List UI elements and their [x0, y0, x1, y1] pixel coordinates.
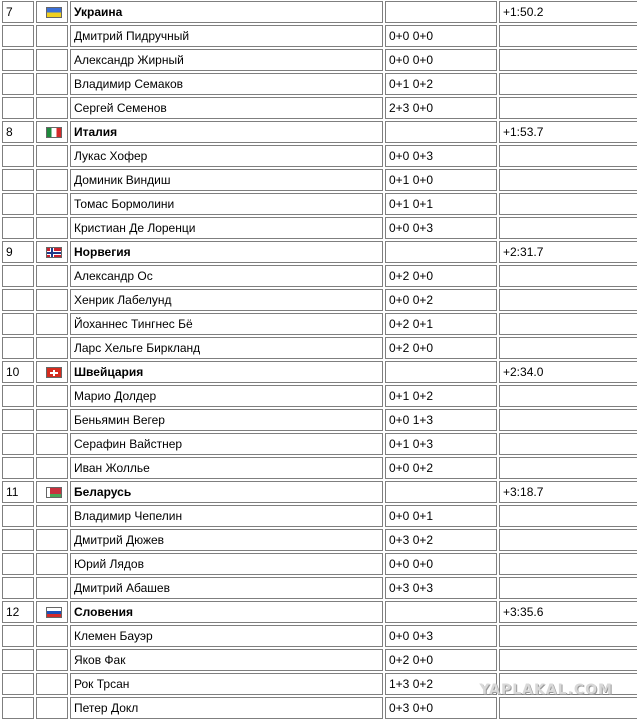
team-shooting-empty: [385, 601, 497, 623]
norway-flag-icon: [46, 247, 62, 258]
athlete-flag-empty: [36, 505, 68, 527]
athlete-name: Сергей Семенов: [70, 97, 383, 119]
athlete-name: Петер Докл: [70, 697, 383, 719]
athlete-name: Иван Жолльe: [70, 457, 383, 479]
team-time: +1:53.7: [499, 121, 637, 143]
team-time: +2:31.7: [499, 241, 637, 263]
watermark: YAPLAKAL.COM: [479, 682, 613, 698]
team-row: [2, 481, 637, 503]
team-shooting-empty: [385, 241, 497, 263]
team-time: +1:50.2: [499, 1, 637, 23]
athlete-name: Юрий Лядов: [70, 553, 383, 575]
athlete-flag-empty: [36, 577, 68, 599]
team-row: [2, 241, 637, 263]
athlete-time-empty: [499, 49, 637, 71]
athlete-rank-empty: [2, 313, 34, 335]
athlete-time-empty: [499, 145, 637, 167]
results-body: [2, 1, 637, 719]
team-shooting-empty: [385, 1, 497, 23]
athlete-row: [2, 409, 637, 431]
italy-flag-icon: [46, 127, 62, 138]
athlete-shooting: 0+0 0+3: [385, 625, 497, 647]
athlete-row: [2, 217, 637, 239]
athlete-shooting: 0+1 0+2: [385, 385, 497, 407]
athlete-row: [2, 337, 637, 359]
athlete-name: Серафин Вайстнер: [70, 433, 383, 455]
athlete-rank-empty: [2, 169, 34, 191]
team-flag-cell: [36, 1, 68, 23]
team-country: Италия: [70, 121, 383, 143]
athlete-rank-empty: [2, 625, 34, 647]
athlete-shooting: 1+3 0+2: [385, 673, 497, 695]
athlete-row: [2, 73, 637, 95]
athlete-name: Беньямин Вегер: [70, 409, 383, 431]
athlete-shooting: 0+0 0+2: [385, 289, 497, 311]
athlete-row: [2, 145, 637, 167]
athlete-time-empty: [499, 385, 637, 407]
athlete-row: [2, 313, 637, 335]
athlete-name: Александр Ос: [70, 265, 383, 287]
athlete-flag-empty: [36, 265, 68, 287]
athlete-rank-empty: [2, 577, 34, 599]
athlete-name: Клемен Бауэр: [70, 625, 383, 647]
athlete-rank-empty: [2, 145, 34, 167]
athlete-time-empty: [499, 553, 637, 575]
athlete-name: Томас Бормолини: [70, 193, 383, 215]
athlete-shooting: 0+3 0+2: [385, 529, 497, 551]
athlete-name: Рок Трсан: [70, 673, 383, 695]
team-country: Словения: [70, 601, 383, 623]
team-flag-cell: [36, 121, 68, 143]
athlete-flag-empty: [36, 409, 68, 431]
athlete-row: [2, 505, 637, 527]
athlete-time-empty: [499, 337, 637, 359]
athlete-time-empty: [499, 25, 637, 47]
athlete-shooting: 0+1 0+3: [385, 433, 497, 455]
athlete-flag-empty: [36, 337, 68, 359]
team-flag-cell: [36, 361, 68, 383]
athlete-rank-empty: [2, 385, 34, 407]
athlete-row: [2, 649, 637, 671]
athlete-rank-empty: [2, 73, 34, 95]
athlete-shooting: 0+0 0+1: [385, 505, 497, 527]
athlete-shooting: 0+1 0+0: [385, 169, 497, 191]
athlete-row: [2, 193, 637, 215]
athlete-time-empty: [499, 289, 637, 311]
athlete-rank-empty: [2, 25, 34, 47]
ukraine-flag-icon: [46, 7, 62, 18]
athlete-rank-empty: [2, 457, 34, 479]
athlete-row: [2, 697, 637, 719]
athlete-rank-empty: [2, 697, 34, 719]
athlete-shooting: 0+2 0+0: [385, 265, 497, 287]
athlete-flag-empty: [36, 529, 68, 551]
team-rank: 11: [2, 481, 34, 503]
athlete-flag-empty: [36, 385, 68, 407]
team-time: +3:35.6: [499, 601, 637, 623]
athlete-time-empty: [499, 265, 637, 287]
athlete-row: [2, 265, 637, 287]
athlete-row: [2, 625, 637, 647]
athlete-shooting: 0+1 0+2: [385, 73, 497, 95]
team-flag-cell: [36, 481, 68, 503]
athlete-row: [2, 457, 637, 479]
team-country: Швейцария: [70, 361, 383, 383]
athlete-time-empty: [499, 433, 637, 455]
athlete-flag-empty: [36, 49, 68, 71]
athlete-time-empty: [499, 73, 637, 95]
athlete-time-empty: [499, 313, 637, 335]
athlete-flag-empty: [36, 217, 68, 239]
athlete-rank-empty: [2, 649, 34, 671]
athlete-flag-empty: [36, 625, 68, 647]
team-flag-cell: [36, 241, 68, 263]
athlete-flag-empty: [36, 25, 68, 47]
athlete-row: [2, 49, 637, 71]
athlete-name: Йоханнес Тингнес Бё: [70, 313, 383, 335]
athlete-flag-empty: [36, 289, 68, 311]
athlete-name: Доминик Виндиш: [70, 169, 383, 191]
athlete-shooting: 0+3 0+3: [385, 577, 497, 599]
athlete-flag-empty: [36, 457, 68, 479]
team-rank: 12: [2, 601, 34, 623]
athlete-flag-empty: [36, 313, 68, 335]
athlete-flag-empty: [36, 193, 68, 215]
team-flag-cell: [36, 601, 68, 623]
athlete-name: Лукас Хофер: [70, 145, 383, 167]
athlete-shooting: 0+3 0+0: [385, 697, 497, 719]
athlete-time-empty: [499, 625, 637, 647]
athlete-flag-empty: [36, 169, 68, 191]
athlete-shooting: 0+0 0+3: [385, 145, 497, 167]
athlete-row: [2, 25, 637, 47]
athlete-flag-empty: [36, 433, 68, 455]
team-row: [2, 361, 637, 383]
athlete-flag-empty: [36, 673, 68, 695]
team-rank: 10: [2, 361, 34, 383]
athlete-row: [2, 433, 637, 455]
athlete-row: [2, 577, 637, 599]
athlete-rank-empty: [2, 409, 34, 431]
athlete-shooting: 0+0 0+0: [385, 25, 497, 47]
athlete-name: Марио Долдер: [70, 385, 383, 407]
switzerland-flag-icon: [46, 367, 62, 378]
athlete-row: [2, 169, 637, 191]
athlete-rank-empty: [2, 265, 34, 287]
athlete-name: Кристиан Де Лоренци: [70, 217, 383, 239]
athlete-time-empty: [499, 649, 637, 671]
belarus-flag-icon: [46, 487, 62, 498]
team-time: +2:34.0: [499, 361, 637, 383]
athlete-flag-empty: [36, 649, 68, 671]
athlete-name: Владимир Семаков: [70, 73, 383, 95]
athlete-rank-empty: [2, 505, 34, 527]
athlete-time-empty: [499, 697, 637, 719]
athlete-shooting: 0+0 1+3: [385, 409, 497, 431]
team-rank: 8: [2, 121, 34, 143]
athlete-row: [2, 529, 637, 551]
athlete-shooting: 0+2 0+0: [385, 337, 497, 359]
athlete-time-empty: [499, 409, 637, 431]
athlete-row: [2, 553, 637, 575]
athlete-time-empty: [499, 457, 637, 479]
athlete-rank-empty: [2, 337, 34, 359]
athlete-shooting: 0+1 0+1: [385, 193, 497, 215]
athlete-name: Дмитрий Абашев: [70, 577, 383, 599]
athlete-rank-empty: [2, 217, 34, 239]
athlete-rank-empty: [2, 49, 34, 71]
athlete-name: Владимир Чепелин: [70, 505, 383, 527]
athlete-name: Дмитрий Пидручный: [70, 25, 383, 47]
athlete-shooting: 0+0 0+0: [385, 553, 497, 575]
athlete-rank-empty: [2, 673, 34, 695]
team-country: Беларусь: [70, 481, 383, 503]
athlete-shooting: 0+2 0+0: [385, 649, 497, 671]
athlete-row: [2, 385, 637, 407]
athlete-name: Дмитрий Дюжев: [70, 529, 383, 551]
athlete-rank-empty: [2, 553, 34, 575]
team-rank: 7: [2, 1, 34, 23]
athlete-rank-empty: [2, 193, 34, 215]
athlete-name: Яков Фак: [70, 649, 383, 671]
athlete-flag-empty: [36, 145, 68, 167]
athlete-time-empty: [499, 217, 637, 239]
team-shooting-empty: [385, 121, 497, 143]
athlete-flag-empty: [36, 697, 68, 719]
slovenia-flag-icon: [46, 607, 62, 618]
athlete-row: [2, 289, 637, 311]
team-row: [2, 601, 637, 623]
athlete-name: Ларс Хельге Биркланд: [70, 337, 383, 359]
athlete-shooting: 0+0 0+3: [385, 217, 497, 239]
athlete-time-empty: [499, 193, 637, 215]
team-row: [2, 1, 637, 23]
athlete-flag-empty: [36, 553, 68, 575]
athlete-flag-empty: [36, 97, 68, 119]
athlete-time-empty: [499, 529, 637, 551]
athlete-shooting: 0+2 0+1: [385, 313, 497, 335]
team-shooting-empty: [385, 481, 497, 503]
athlete-time-empty: [499, 169, 637, 191]
team-rank: 9: [2, 241, 34, 263]
athlete-name: Хенрик Лабелунд: [70, 289, 383, 311]
team-shooting-empty: [385, 361, 497, 383]
team-country: Украина: [70, 1, 383, 23]
team-time: +3:18.7: [499, 481, 637, 503]
athlete-row: [2, 97, 637, 119]
athlete-shooting: 2+3 0+0: [385, 97, 497, 119]
team-row: [2, 121, 637, 143]
athlete-rank-empty: [2, 433, 34, 455]
team-country: Норвегия: [70, 241, 383, 263]
athlete-name: Александр Жирный: [70, 49, 383, 71]
athlete-rank-empty: [2, 529, 34, 551]
athlete-shooting: 0+0 0+0: [385, 49, 497, 71]
athlete-rank-empty: [2, 289, 34, 311]
athlete-time-empty: [499, 505, 637, 527]
athlete-flag-empty: [36, 73, 68, 95]
athlete-time-empty: [499, 97, 637, 119]
athlete-rank-empty: [2, 97, 34, 119]
athlete-time-empty: [499, 577, 637, 599]
athlete-shooting: 0+0 0+2: [385, 457, 497, 479]
